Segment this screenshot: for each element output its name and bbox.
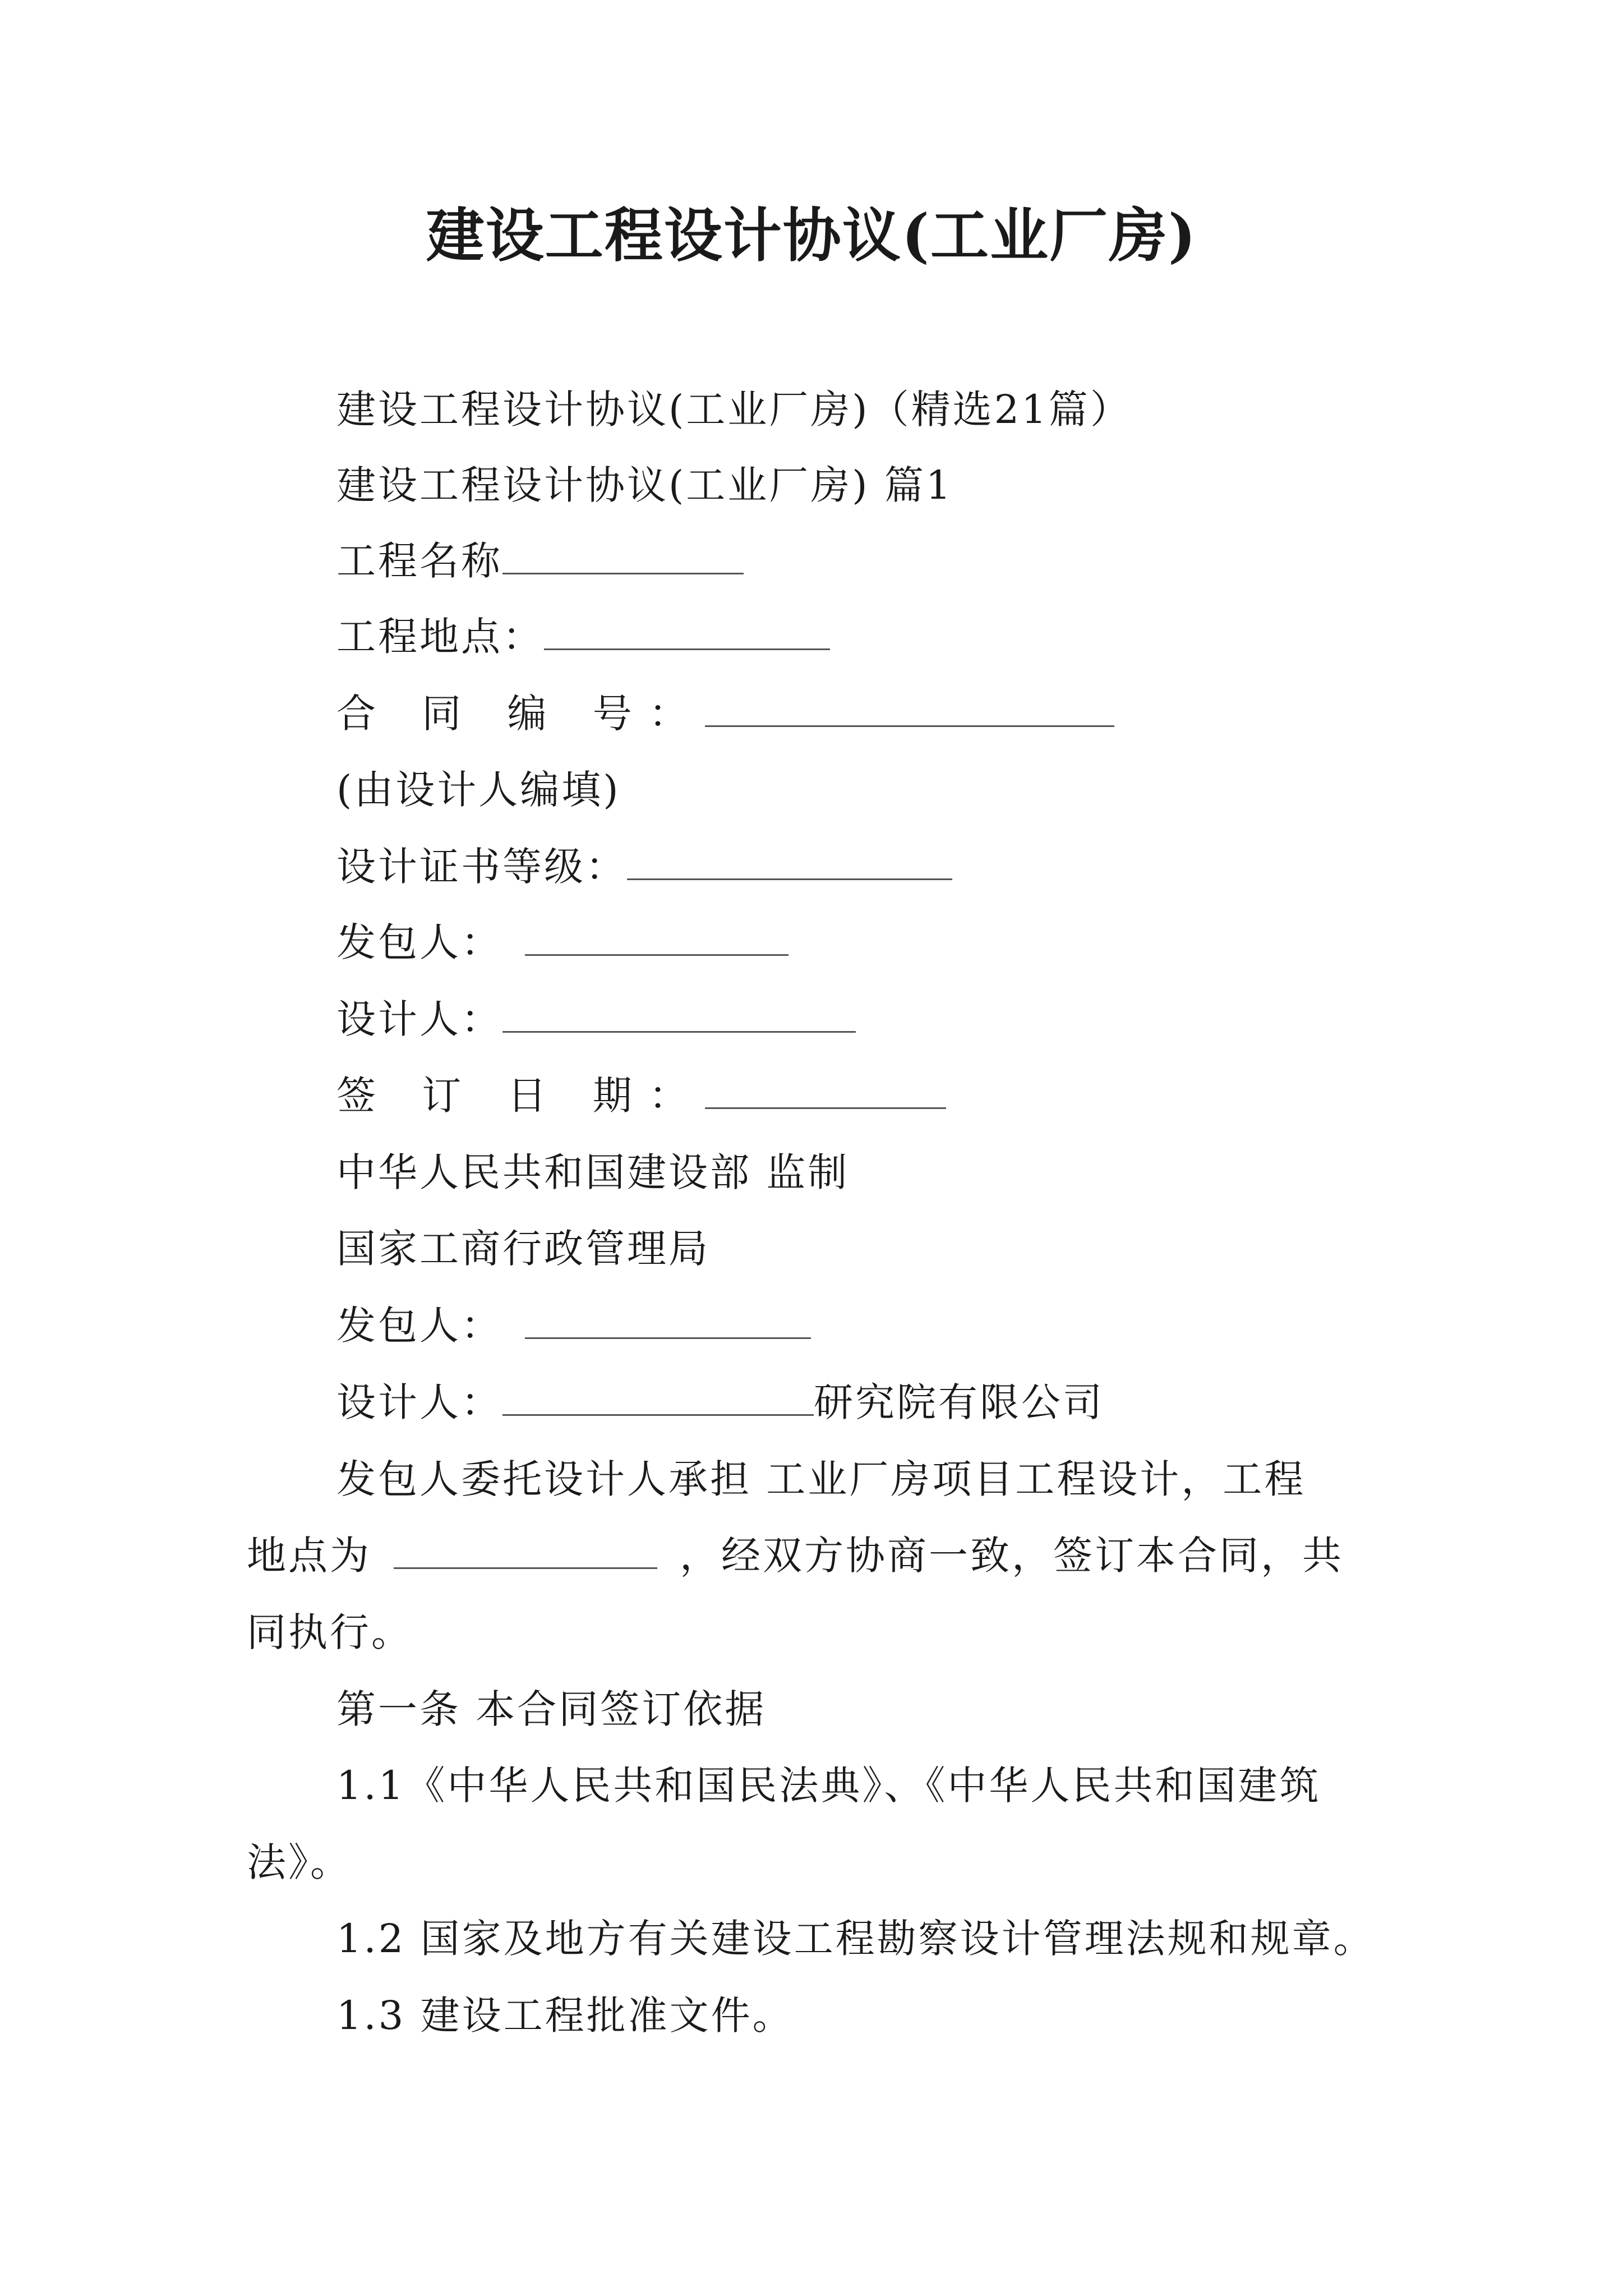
item-1-1-line-2: 法》。 [247, 1839, 352, 1885]
item-1-1-line-1: 1.1《中华人民共和国民法典》、《中华人民共和国建筑 [336, 1763, 1321, 1809]
client-blank-2 [525, 1303, 811, 1339]
sign-date-row [336, 1068, 946, 1124]
client-label-2: 发包人： [336, 1303, 502, 1349]
client-blank [525, 919, 789, 956]
designer-suffix: 研究院有限公司 [814, 1379, 1104, 1425]
contract-no-label: 合 同 编 号： [336, 691, 705, 737]
section-heading: 建设工程设计协议(工业厂房) 篇1 [336, 462, 953, 508]
client-label: 发包人： [336, 919, 502, 965]
article-1-heading: 第一条 本合同签订依据 [336, 1686, 767, 1732]
client-row [336, 914, 789, 970]
sign-date-label: 签 订 日 期： [336, 1073, 705, 1119]
client-row-2 [336, 1297, 811, 1354]
item-1-3: 1.3 建设工程批准文件。 [336, 1993, 794, 2039]
intro-line-2-suffix: ，经双方协商一致，签订本合同，共 [680, 1533, 1344, 1579]
designer-blank [502, 996, 856, 1033]
document-subtitle: 建设工程设计协议(工业厂房)（精选21篇） [336, 386, 1132, 432]
filled-by-note: (由设计人编填) [336, 767, 621, 813]
designer-row [336, 991, 856, 1047]
supervisor-line-1: 中华人民共和国建设部 监制 [336, 1149, 850, 1195]
project-name-blank [502, 538, 744, 574]
item-1-2: 1.2 国家及地方有关建设工程勘察设计管理法规和规章。 [336, 1916, 1375, 1962]
contract-no-blank [705, 691, 1114, 727]
designer-row-2 [336, 1374, 1104, 1430]
cert-level-blank [627, 844, 952, 880]
project-location-label: 工程地点： [336, 614, 544, 660]
project-name-label: 工程名称 [336, 538, 502, 584]
project-location-row [336, 609, 830, 665]
project-location-blank [544, 614, 830, 650]
intro-line-2-prefix: 地点为 [247, 1533, 371, 1579]
designer-blank-2 [502, 1379, 814, 1416]
intro-line-2 [247, 1527, 1344, 1584]
location-blank [394, 1533, 657, 1569]
contract-no-row [336, 685, 1114, 742]
sign-date-blank [705, 1073, 946, 1109]
cert-level-row [336, 839, 952, 895]
designer-label-2: 设计人： [336, 1379, 502, 1425]
designer-label: 设计人： [336, 996, 502, 1042]
supervisor-line-2: 国家工商行政管理局 [336, 1226, 710, 1272]
document-title: 建设工程设计协议(工业厂房) [426, 201, 1197, 270]
cert-level-label: 设计证书等级： [336, 844, 627, 890]
project-name-row [336, 533, 744, 589]
intro-line-3: 同执行。 [247, 1609, 413, 1655]
intro-line-1: 发包人委托设计人承担 工业厂房项目工程设计，工程 [336, 1456, 1306, 1502]
